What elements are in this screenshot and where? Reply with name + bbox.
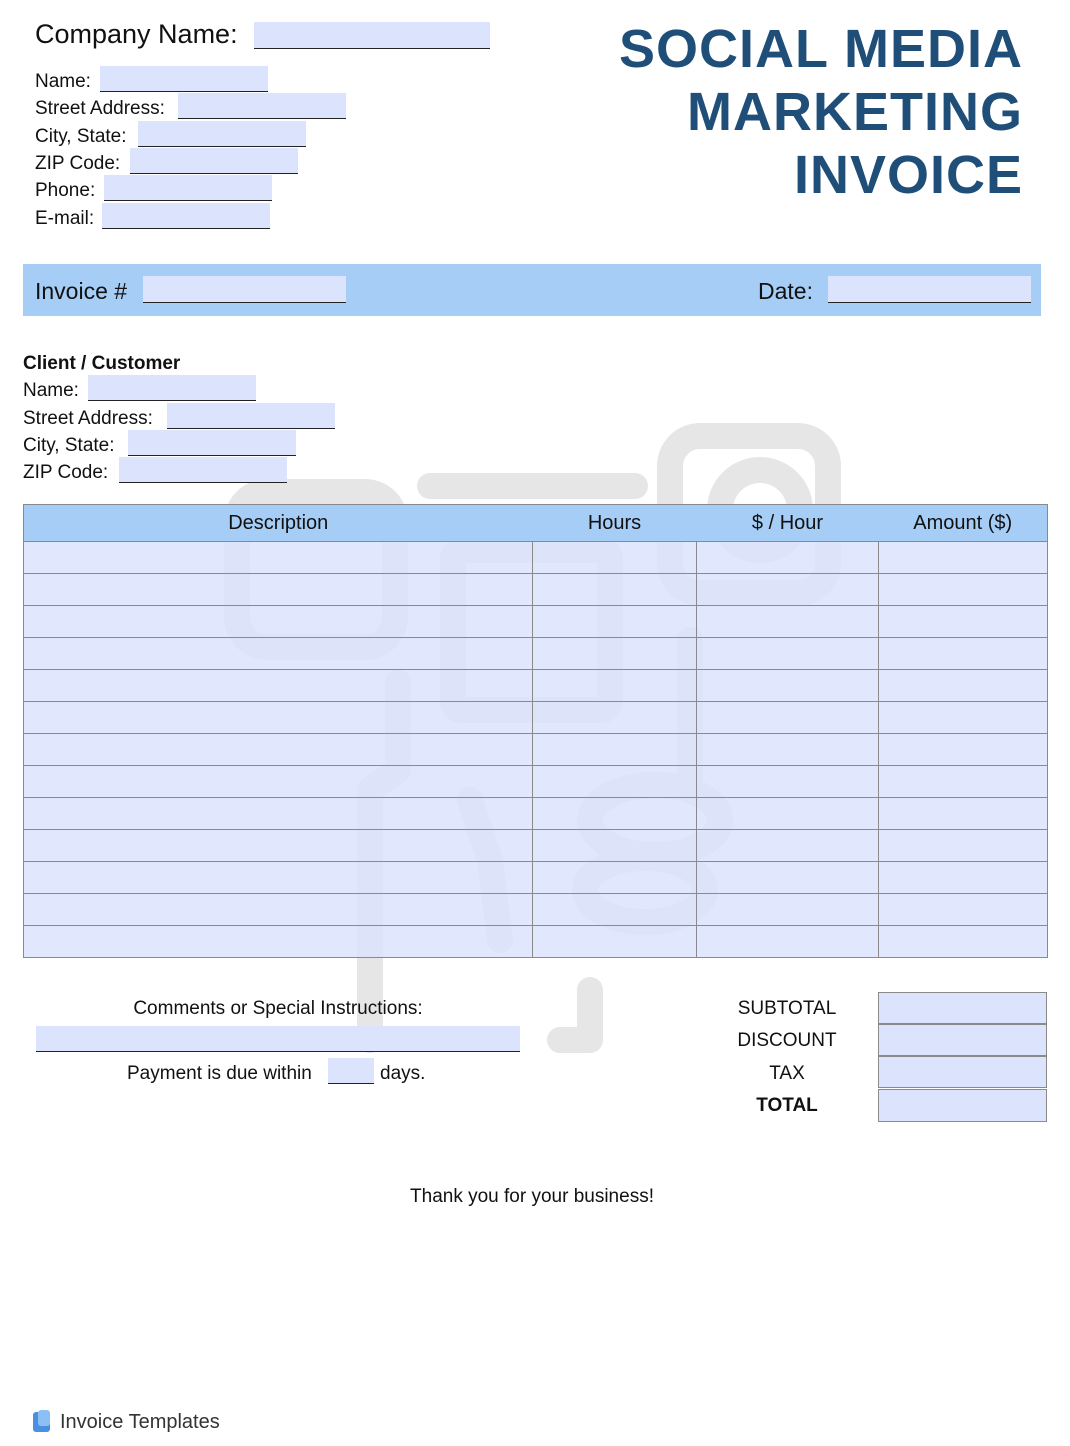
description-cell[interactable] <box>24 702 533 734</box>
table-row <box>24 734 1048 766</box>
discount-field[interactable] <box>878 1024 1047 1056</box>
amount-cell[interactable] <box>879 734 1048 766</box>
sender-zip-label: ZIP Code: <box>35 153 121 174</box>
description-cell[interactable] <box>24 606 533 638</box>
table-row <box>24 606 1048 638</box>
hours-cell[interactable] <box>533 798 697 830</box>
col-rate-header: $ / Hour <box>697 505 879 542</box>
client-zip-label: ZIP Code: <box>23 462 109 483</box>
rate-cell[interactable] <box>697 798 879 830</box>
hours-cell[interactable] <box>533 734 697 766</box>
rate-cell[interactable] <box>697 574 879 606</box>
description-cell[interactable] <box>24 894 533 926</box>
description-cell[interactable] <box>24 926 533 958</box>
client-heading: Client / Customer <box>23 353 181 374</box>
company-name-label: Company Name: <box>35 19 238 49</box>
sender-street-field[interactable] <box>178 93 346 119</box>
total-label: TOTAL <box>756 1095 818 1116</box>
client-city-label: City, State: <box>23 435 115 456</box>
table-row <box>24 926 1048 958</box>
title-line-1: SOCIAL MEDIA <box>618 19 1023 79</box>
client-zip-field[interactable] <box>119 457 287 483</box>
table-body <box>24 542 1048 958</box>
description-cell[interactable] <box>24 574 533 606</box>
table-row <box>24 830 1048 862</box>
amount-cell[interactable] <box>879 894 1048 926</box>
amount-cell[interactable] <box>879 830 1048 862</box>
brand-name: Invoice Templates <box>60 1411 220 1433</box>
hours-cell[interactable] <box>533 830 697 862</box>
table-row <box>24 542 1048 574</box>
amount-cell[interactable] <box>879 542 1048 574</box>
sender-zip-field[interactable] <box>130 148 298 174</box>
sender-email-label: E-mail: <box>35 208 95 229</box>
description-cell[interactable] <box>24 542 533 574</box>
table-row <box>24 574 1048 606</box>
table-header-row <box>24 505 1048 542</box>
rate-cell[interactable] <box>697 670 879 702</box>
hours-cell[interactable] <box>533 542 697 574</box>
sender-name-field[interactable] <box>100 66 268 92</box>
hours-cell[interactable] <box>533 926 697 958</box>
invoice-number-label: Invoice # <box>35 278 128 304</box>
document-logo-icon <box>33 1410 51 1433</box>
title-line-3: INVOICE <box>793 145 1023 205</box>
comments-field[interactable] <box>36 1026 520 1052</box>
payment-suffix: days. <box>380 1063 426 1084</box>
sender-phone-field[interactable] <box>104 175 272 201</box>
description-cell[interactable] <box>24 766 533 798</box>
amount-cell[interactable] <box>879 670 1048 702</box>
hours-cell[interactable] <box>533 606 697 638</box>
amount-cell[interactable] <box>879 574 1048 606</box>
description-cell[interactable] <box>24 862 533 894</box>
rate-cell[interactable] <box>697 734 879 766</box>
table-row <box>24 766 1048 798</box>
subtotal-label: SUBTOTAL <box>737 998 837 1019</box>
sender-name-label: Name: <box>35 71 91 92</box>
sender-email-field[interactable] <box>102 203 270 229</box>
col-description-header: Description <box>24 505 533 542</box>
client-street-field[interactable] <box>167 403 335 429</box>
subtotal-field[interactable] <box>878 992 1047 1024</box>
description-cell[interactable] <box>24 798 533 830</box>
rate-cell[interactable] <box>697 926 879 958</box>
hours-cell[interactable] <box>533 638 697 670</box>
rate-cell[interactable] <box>697 862 879 894</box>
sender-city-label: City, State: <box>35 126 127 147</box>
client-name-field[interactable] <box>88 375 256 401</box>
table-row <box>24 702 1048 734</box>
sender-street-label: Street Address: <box>35 98 165 119</box>
date-field[interactable] <box>828 276 1031 303</box>
rate-cell[interactable] <box>697 606 879 638</box>
rate-cell[interactable] <box>697 894 879 926</box>
amount-cell[interactable] <box>879 638 1048 670</box>
tax-field[interactable] <box>878 1056 1047 1088</box>
amount-cell[interactable] <box>879 926 1048 958</box>
rate-cell[interactable] <box>697 702 879 734</box>
table-row <box>24 798 1048 830</box>
title-line-2: MARKETING <box>687 82 1023 142</box>
total-field[interactable] <box>878 1089 1047 1122</box>
line-items-table <box>23 504 1048 958</box>
rate-cell[interactable] <box>697 542 879 574</box>
table-row <box>24 862 1048 894</box>
sender-city-field[interactable] <box>138 121 306 147</box>
thank-you-text: Thank you for your business! <box>410 1186 654 1207</box>
hours-cell[interactable] <box>533 670 697 702</box>
description-cell[interactable] <box>24 670 533 702</box>
description-cell[interactable] <box>24 734 533 766</box>
amount-cell[interactable] <box>879 798 1048 830</box>
col-hours-header: Hours <box>533 505 697 542</box>
hours-cell[interactable] <box>533 702 697 734</box>
description-cell[interactable] <box>24 638 533 670</box>
date-label: Date: <box>758 278 813 304</box>
rate-cell[interactable] <box>697 766 879 798</box>
comments-label: Comments or Special Instructions: <box>133 998 423 1019</box>
amount-cell[interactable] <box>879 766 1048 798</box>
sender-phone-label: Phone: <box>35 180 96 201</box>
payment-prefix: Payment is due within <box>127 1063 312 1084</box>
discount-label: DISCOUNT <box>737 1030 837 1051</box>
amount-cell[interactable] <box>879 606 1048 638</box>
table-row <box>24 638 1048 670</box>
rate-cell[interactable] <box>697 638 879 670</box>
amount-cell[interactable] <box>879 862 1048 894</box>
client-name-label: Name: <box>23 380 79 401</box>
company-name-field[interactable] <box>254 22 490 49</box>
table-row <box>24 670 1048 702</box>
hours-cell[interactable] <box>533 574 697 606</box>
rate-cell[interactable] <box>697 830 879 862</box>
table-row <box>24 894 1048 926</box>
invoice-number-field[interactable] <box>143 276 346 303</box>
client-street-label: Street Address: <box>23 408 153 429</box>
col-amount-header: Amount ($) <box>879 505 1048 542</box>
hours-cell[interactable] <box>533 894 697 926</box>
hours-cell[interactable] <box>533 862 697 894</box>
description-cell[interactable] <box>24 830 533 862</box>
amount-cell[interactable] <box>879 702 1048 734</box>
client-city-field[interactable] <box>128 430 296 456</box>
hours-cell[interactable] <box>533 766 697 798</box>
tax-label: TAX <box>769 1063 805 1084</box>
payment-days-field[interactable] <box>328 1058 374 1084</box>
